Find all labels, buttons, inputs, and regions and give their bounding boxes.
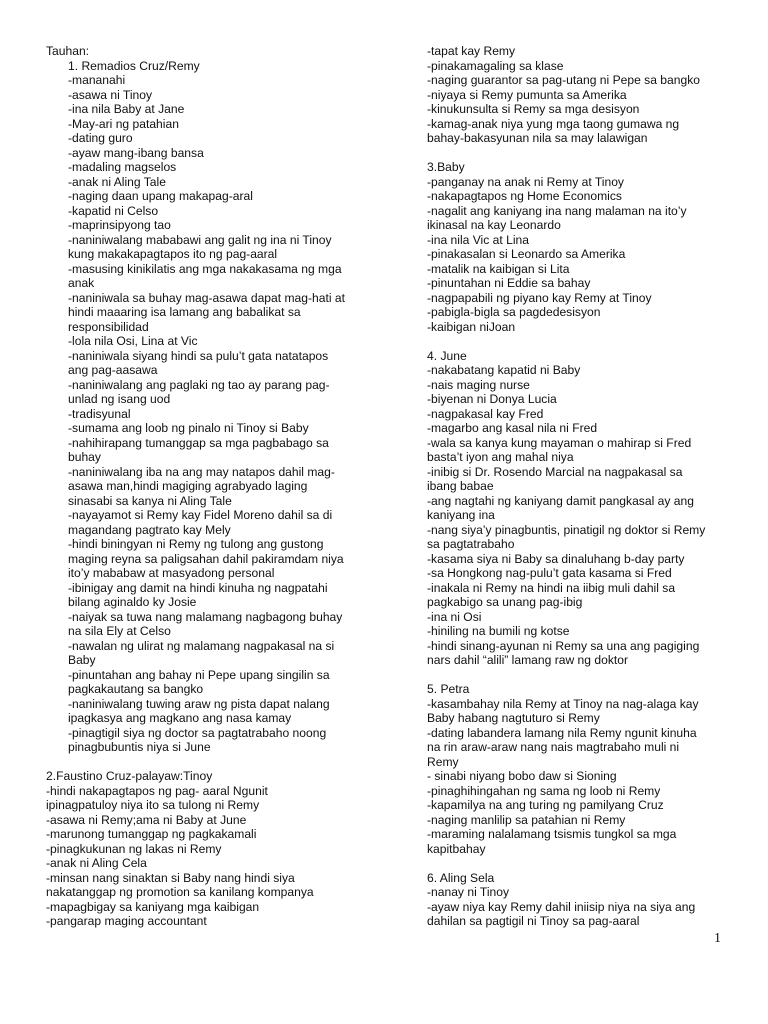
text-line: -lola nila Osi, Lina at Vic [68,334,198,348]
paragraph-gap [427,668,739,683]
text-line: -inibig si Dr. Rosendo Marcial na nagpakasal sa [427,464,683,479]
text-line: -nayayamot si Remy kay Fidel Moreno dahil sa di [68,508,333,522]
text-line: -ina ni Osi [427,609,482,624]
text-line: -inakala ni Remy na hindi na iibig muli dahil sa [427,580,676,595]
text-line: -tradisyunal [68,406,131,421]
text-line: -naniniwala siyang hindi sa pulu’t gata natatapos [68,348,329,363]
text-line: dahilan sa pagtigil ni Tinoy sa pag-aaral [427,914,640,928]
text-line: pagkabigo sa unang pag-ibig [427,595,583,609]
text-line: -anak ni Aling Cela [46,856,147,870]
text-line: -masusing kinikilatis ang mga nakakasama ng mga [68,261,342,276]
text-line: -maraming nalalamang tsismis tungkol sa mga [427,827,677,841]
text-line: -asawa ni Remy;ama ni Baby at June [46,812,247,827]
text-line: -pinaghihingahan ng sama ng loob ni Remy [427,783,661,798]
text-line: -pinakamagaling sa klase [427,58,564,73]
text-line: -naniniwalang mababawi ang galit ng ina ni Tinoy [68,232,332,247]
text-line: -naniniwalang iba na ang may natapos dahil mag- [68,464,335,479]
text-line: -wala sa kanya kung mayaman o mahirap si Fred [427,435,692,450]
text-line: -nahihirapang tumanggap sa mga pagbabago sa [68,435,329,450]
text-line: -dating labandera lamang nila Remy ngunit kinuha [427,725,697,740]
text-line: -pangarap maging accountant [46,914,207,928]
text-line: -marunong tumanggap ng pagkakamali [46,827,257,841]
paragraph-gap [427,334,739,349]
text-line: -kasambahay nila Remy at Tinoy na nag-alaga kay [427,696,699,711]
text-line: na rin araw-araw nang nais magtrabaho muli ni [427,740,680,754]
text-line: ikinasal na kay Leonardo [427,218,561,232]
text-line: hindi maaaring isa lamang ang babalikat sa [68,305,301,319]
text-line: -kasama siya ni Baby sa dinaluhang b-day party [427,551,685,566]
text-line: ipinagpatuloy niya ito sa tulong ni Remy [46,798,260,812]
text-line: -anak ni Aling Tale [68,174,166,189]
text-line: -pinagtigil siya ng doctor sa pagtatrabaho noong [68,725,327,740]
text-line: -biyenan ni Donya Lucia [427,392,557,406]
text-line: -nang siya’y pinagbuntis, pinatigil ng doktor si Remy [427,522,706,537]
text-line: -nagalit ang kaniyang ina nang malaman na ito’y [427,203,687,218]
text-line: ipagkasya ang magkano ang nasa kamay [68,711,292,725]
text-line: -pinuntahan ni Eddie sa bahay [427,276,591,290]
text-line: -nagpakasal kay Fred [427,406,544,421]
text-line: -madaling magselos [68,160,177,174]
text-line: sa pagtatrabaho [427,537,515,551]
text-line: -naniniwalang tuwing araw ng pista dapat nalang [68,696,330,711]
text-line: -nawalan ng ulirat ng malamang nagpakasal na si [68,638,335,653]
text-line: basta’t iyon ang mahal niya [427,450,574,464]
text-line: kung makakapagtapos ito ng pag-aaral [68,247,278,261]
text-line: -naiyak sa tuwa nang malamang nagbagong buhay [68,609,343,624]
text-line: ito’y mababaw at masyadong personal [68,566,275,580]
text-line: -naging daan upang makapag-aral [68,189,253,203]
text-line: -hindi biningyan ni Remy ng tulong ang gustong [68,537,324,551]
text-line: 1. Remadios Cruz/Remy [68,58,200,73]
text-line: sinasabi sa kanya ni Aling Tale [68,493,232,508]
left-column [46,44,382,929]
text-line: -ina nila Vic at Lina [427,232,529,247]
text-line: -mapagbigay sa kaniyang mga kaibigan [46,899,260,914]
text-line: -asawa ni Tinoy [68,87,153,102]
text-line: -niyaya si Remy pumunta sa Amerika [427,87,627,102]
text-line: -kamag-anak niya yung mga taong gumawa ng [427,116,680,131]
text-line: -ayaw mang-ibang bansa [68,145,204,160]
text-line: -ang nagtahi ng kaniyang damit pangkasal ay ang [427,493,694,508]
text-line: -ibinigay ang damit na hindi kinuha ng nagpatahi [68,580,328,595]
right-column [427,44,739,929]
text-line: -naniniwalang ang paglaki ng tao ay parang pag- [68,377,330,392]
text-line: -minsan nang sinaktan si Baby nang hindi siya [46,870,295,885]
text-line: -naging manlilip sa patahian ni Remy [427,812,626,827]
text-line: -panganay na anak ni Remy at Tinoy [427,174,624,189]
text-line: -kaibigan niJoan [427,319,516,334]
text-line: -pinakasalan si Leonardo sa Amerika [427,247,626,261]
text-line: ibang babae [427,479,494,493]
text-line: 2.Faustino Cruz-palayaw:Tinoy [46,769,213,783]
paragraph-gap [427,856,739,871]
text-line: 4. June [427,348,467,363]
text-line: -sumama ang loob ng pinalo ni Tinoy si Baby [68,421,309,435]
text-line: -pabigla-bigla sa pagdedesisyon [427,305,601,319]
text-line: -tapat kay Remy [427,44,516,58]
text-line: anak [68,276,95,290]
text-line: -magarbo ang kasal nila ni Fred [427,421,598,435]
text-line: -hiniling na bumili ng kotse [427,624,570,638]
text-line: -hindi sinang-ayunan ni Remy sa una ang pagiging [427,638,700,653]
text-line: pinagbubuntis niya si June [68,740,211,754]
text-line: ang pag-aasawa [68,363,158,377]
text-line: -nagpapabili ng piyano kay Remy at Tinoy [427,290,652,305]
text-line: -ayaw niya kay Remy dahil iniisip niya na siya ang [427,899,696,914]
text-line: -nakapagtapos ng Home Economics [427,189,622,203]
text-line: -sa Hongkong nag-pulu’t gata kasama si Fred [427,566,672,580]
text-line: Baby habang nagtuturo si Remy [427,711,600,725]
text-line: -nais maging nurse [427,377,530,392]
text-line: -kinukunsulta si Remy sa mga desisyon [427,102,640,116]
text-line: nakatanggap ng promotion sa kanilang kompanya [46,885,314,899]
text-line: kaniyang ina [427,508,495,522]
text-line: Tauhan: [46,44,90,58]
text-line: -maprinsipyong tao [68,218,171,232]
text-line: bilang aginaldo ky Josie [68,595,197,609]
text-line: -dating guro [68,131,133,145]
text-line: bahay-bakasyunan nila sa may lalawigan [427,131,648,145]
text-line: -naniniwala sa buhay mag-asawa dapat mag-hati at [68,290,345,305]
text-line: Remy [427,754,459,769]
text-line: unlad ng isang uod [68,392,171,406]
text-line: -nakabatang kapatid ni Baby [427,363,581,377]
text-line: Baby [68,653,96,667]
text-line: -nanay ni Tinoy [427,885,510,899]
text-line: -naging guarantor sa pag-utang ni Pepe sa bangko [427,73,700,87]
paragraph-gap [46,755,382,770]
text-line: -hindi nakapagtapos ng pag- aaral Ngunit [46,783,268,798]
text-line: - sinabi niyang bobo daw si Sioning [427,769,617,783]
paragraph-gap [427,146,739,161]
text-line: 6. Aling Sela [427,870,495,885]
text-line: -pinagkukunan ng lakas ni Remy [46,841,222,856]
text-line: 5. Petra [427,682,470,696]
text-line: -kapatid ni Celso [68,203,159,218]
text-line: -mananahi [68,73,126,87]
page-number: 1 [714,931,721,946]
text-line: na sila Ely at Celso [68,624,171,638]
text-line: pagkakautang sa bangko [68,682,204,696]
text-line: -ina nila Baby at Jane [68,102,185,116]
text-line: maging reyna sa paligsahan dahil pakiramdam niya [68,551,344,566]
text-line: -kapamilya na ang turing ng pamilyang Cruz [427,798,664,812]
text-line: kapitbahay [427,841,486,856]
text-line: asawa man,hindi magiging agrabyado laging [68,479,308,493]
text-line: responsibilidad [68,319,149,334]
text-line: magandang pagtrato kay Mely [68,522,231,537]
text-line: -May-ari ng patahian [68,116,179,131]
text-line: 3.Baby [427,160,465,174]
text-line: -pinuntahan ang bahay ni Pepe upang singilin sa [68,667,330,682]
text-line: nars dahil “alili” lamang raw ng doktor [427,653,628,667]
text-line: buhay [68,450,101,464]
text-line: -matalik na kaibigan si Lita [427,261,570,276]
